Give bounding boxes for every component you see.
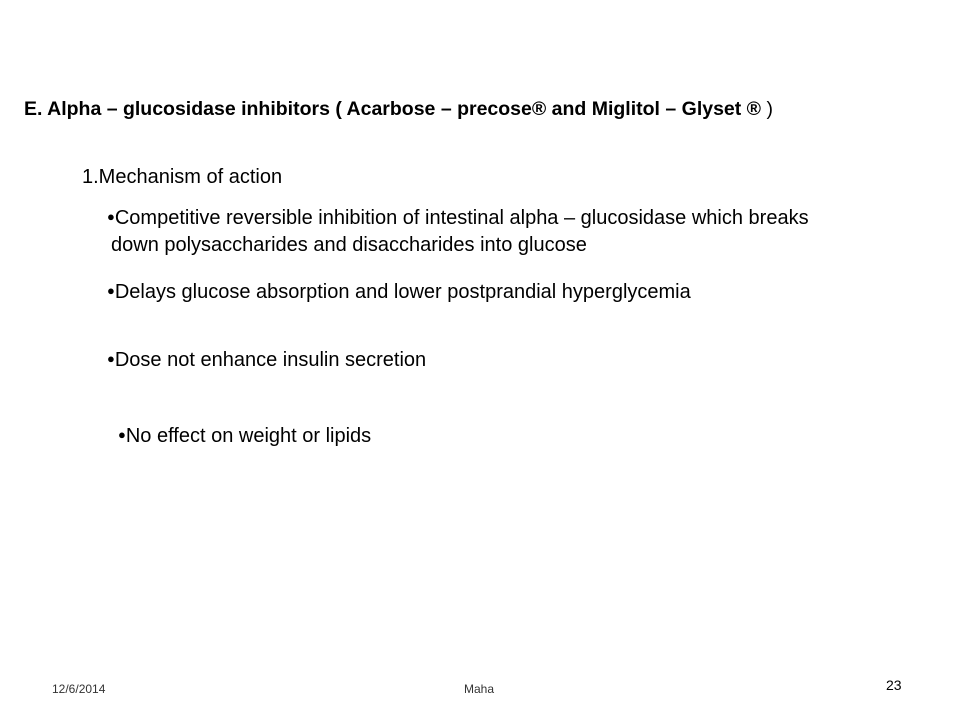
page-number: 23	[886, 677, 902, 693]
bullet-dot-icon: ●	[107, 283, 115, 298]
bullet-text: Delays glucose absorption and lower postprandial hyperglycemia	[114, 281, 691, 303]
slide-title	[24, 97, 773, 121]
bullet-text: No effect on weight or lipids	[125, 425, 372, 447]
slide-title-text: E. Alpha – glucosidase inhibitors ( Acarbose – precose® and Miglitol – Glyset ®	[24, 98, 767, 120]
bullet-dot-icon: ●	[107, 351, 115, 366]
bullet-item-4	[118, 423, 371, 448]
slide-title-close-paren: )	[766, 98, 773, 120]
bullet-text: Dose not enhance insulin secretion	[114, 349, 427, 371]
footer-author: Maha	[464, 682, 495, 696]
bullet-item-1	[107, 205, 809, 230]
bullet-text: Competitive reversible inhibition of intestinal alpha – glucosidase which breaks	[114, 207, 809, 229]
section-heading: 1.Mechanism of action	[82, 166, 283, 188]
footer-date: 12/6/2014	[52, 682, 106, 696]
bullet-item-2	[107, 279, 691, 304]
bullet-dot-icon: ●	[118, 427, 126, 442]
bullet-dot-icon: ●	[107, 209, 115, 224]
bullet-item-3	[107, 347, 426, 372]
bullet-item-1-continuation: down polysaccharides and disaccharides into glucose	[111, 234, 587, 256]
